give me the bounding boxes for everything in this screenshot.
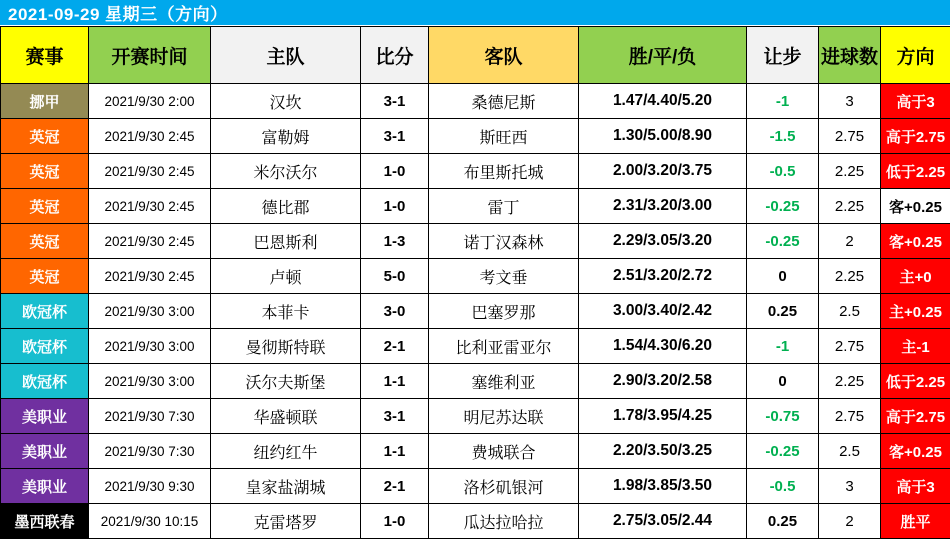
cell-odds: 1.98/3.85/3.50: [579, 469, 747, 504]
cell-away-team: 费城联合: [429, 434, 579, 469]
cell-goals: 2.75: [819, 329, 881, 364]
cell-odds: 2.75/3.05/2.44: [579, 504, 747, 539]
cell-home-team: 曼彻斯特联: [211, 329, 361, 364]
cell-event: 英冠: [1, 119, 89, 154]
cell-goals: 2.25: [819, 364, 881, 399]
cell-away-team: 诺丁汉森林: [429, 224, 579, 259]
cell-handicap: -0.25: [747, 224, 819, 259]
cell-odds: 1.54/4.30/6.20: [579, 329, 747, 364]
table-row: [1, 259, 950, 294]
cell-goals: 2.25: [819, 189, 881, 224]
cell-goals: 2.25: [819, 154, 881, 189]
cell-direction: 高于3: [881, 84, 950, 119]
cell-goals: 2: [819, 504, 881, 539]
cell-home-team: 米尔沃尔: [211, 154, 361, 189]
column-header-goals: 进球数: [819, 27, 881, 84]
column-header-odds: 胜/平/负: [579, 27, 747, 84]
cell-handicap: -1: [747, 329, 819, 364]
cell-direction: 客+0.25: [881, 434, 950, 469]
cell-handicap: -0.75: [747, 399, 819, 434]
cell-odds: 2.20/3.50/3.25: [579, 434, 747, 469]
table-row: [1, 224, 950, 259]
cell-odds: 1.30/5.00/8.90: [579, 119, 747, 154]
table-header-row: [1, 27, 950, 84]
cell-score: 1-0: [361, 189, 429, 224]
cell-handicap: -1.5: [747, 119, 819, 154]
cell-time: 2021/9/30 2:45: [89, 224, 211, 259]
cell-away-team: 桑德尼斯: [429, 84, 579, 119]
cell-time: 2021/9/30 3:00: [89, 329, 211, 364]
cell-direction: 低于2.25: [881, 154, 950, 189]
cell-time: 2021/9/30 7:30: [89, 399, 211, 434]
cell-handicap: 0: [747, 259, 819, 294]
cell-away-team: 明尼苏达联: [429, 399, 579, 434]
cell-handicap: 0: [747, 364, 819, 399]
cell-time: 2021/9/30 2:45: [89, 154, 211, 189]
cell-home-team: 富勒姆: [211, 119, 361, 154]
cell-home-team: 巴恩斯利: [211, 224, 361, 259]
cell-goals: 2: [819, 224, 881, 259]
table-row: [1, 364, 950, 399]
cell-away-team: 巴塞罗那: [429, 294, 579, 329]
cell-odds: 2.31/3.20/3.00: [579, 189, 747, 224]
cell-event: 美职业: [1, 434, 89, 469]
cell-direction: 客+0.25: [881, 189, 950, 224]
cell-time: 2021/9/30 2:45: [89, 259, 211, 294]
cell-away-team: 比利亚雷亚尔: [429, 329, 579, 364]
cell-direction: 主-1: [881, 329, 950, 364]
cell-time: 2021/9/30 7:30: [89, 434, 211, 469]
cell-home-team: 德比郡: [211, 189, 361, 224]
cell-home-team: 克雷塔罗: [211, 504, 361, 539]
column-header-handicap: 让步: [747, 27, 819, 84]
cell-odds: 2.51/3.20/2.72: [579, 259, 747, 294]
cell-home-team: 本菲卡: [211, 294, 361, 329]
cell-goals: 2.75: [819, 119, 881, 154]
table-row: [1, 504, 950, 539]
cell-away-team: 斯旺西: [429, 119, 579, 154]
cell-direction: 高于2.75: [881, 399, 950, 434]
table-row: [1, 469, 950, 504]
column-header-direction: 方向: [881, 27, 950, 84]
cell-event: 墨西联春: [1, 504, 89, 539]
column-header-score: 比分: [361, 27, 429, 84]
cell-event: 英冠: [1, 154, 89, 189]
table-row: [1, 294, 950, 329]
cell-score: 3-0: [361, 294, 429, 329]
cell-direction: 主+0: [881, 259, 950, 294]
cell-direction: 高于3: [881, 469, 950, 504]
cell-odds: 2.90/3.20/2.58: [579, 364, 747, 399]
cell-home-team: 纽约红牛: [211, 434, 361, 469]
column-header-away: 客队: [429, 27, 579, 84]
cell-handicap: 0.25: [747, 504, 819, 539]
cell-away-team: 布里斯托城: [429, 154, 579, 189]
cell-direction: 客+0.25: [881, 224, 950, 259]
cell-time: 2021/9/30 3:00: [89, 294, 211, 329]
cell-time: 2021/9/30 2:45: [89, 189, 211, 224]
cell-event: 美职业: [1, 399, 89, 434]
cell-score: 2-1: [361, 329, 429, 364]
cell-event: 英冠: [1, 189, 89, 224]
cell-score: 3-1: [361, 84, 429, 119]
table-row: [1, 154, 950, 189]
cell-score: 1-1: [361, 434, 429, 469]
cell-handicap: -0.5: [747, 469, 819, 504]
cell-goals: 2.5: [819, 294, 881, 329]
cell-score: 1-0: [361, 154, 429, 189]
cell-direction: 低于2.25: [881, 364, 950, 399]
cell-time: 2021/9/30 9:30: [89, 469, 211, 504]
cell-time: 2021/9/30 2:00: [89, 84, 211, 119]
cell-odds: 1.47/4.40/5.20: [579, 84, 747, 119]
cell-goals: 2.25: [819, 259, 881, 294]
table-row: [1, 84, 950, 119]
cell-handicap: -0.5: [747, 154, 819, 189]
table-row: [1, 119, 950, 154]
table-row: [1, 434, 950, 469]
match-table: [0, 26, 950, 539]
cell-home-team: 皇家盐湖城: [211, 469, 361, 504]
cell-score: 3-1: [361, 119, 429, 154]
cell-handicap: -0.25: [747, 434, 819, 469]
cell-home-team: 卢顿: [211, 259, 361, 294]
cell-time: 2021/9/30 2:45: [89, 119, 211, 154]
table-body: [1, 84, 950, 539]
cell-odds: 1.78/3.95/4.25: [579, 399, 747, 434]
cell-handicap: -0.25: [747, 189, 819, 224]
table-row: [1, 399, 950, 434]
cell-score: 3-1: [361, 399, 429, 434]
cell-score: 1-1: [361, 364, 429, 399]
cell-away-team: 瓜达拉哈拉: [429, 504, 579, 539]
cell-away-team: 塞维利亚: [429, 364, 579, 399]
cell-odds: 2.00/3.20/3.75: [579, 154, 747, 189]
cell-goals: 2.75: [819, 399, 881, 434]
cell-event: 英冠: [1, 259, 89, 294]
cell-event: 欧冠杯: [1, 294, 89, 329]
column-header-event: 赛事: [1, 27, 89, 84]
cell-score: 5-0: [361, 259, 429, 294]
cell-event: 美职业: [1, 469, 89, 504]
cell-score: 2-1: [361, 469, 429, 504]
cell-event: 欧冠杯: [1, 329, 89, 364]
table-row: [1, 329, 950, 364]
cell-direction: 胜平: [881, 504, 950, 539]
cell-odds: 3.00/3.40/2.42: [579, 294, 747, 329]
cell-handicap: -1: [747, 84, 819, 119]
cell-home-team: 汉坎: [211, 84, 361, 119]
cell-time: 2021/9/30 10:15: [89, 504, 211, 539]
cell-away-team: 考文垂: [429, 259, 579, 294]
cell-home-team: 华盛顿联: [211, 399, 361, 434]
cell-score: 1-3: [361, 224, 429, 259]
cell-direction: 高于2.75: [881, 119, 950, 154]
cell-goals: 3: [819, 84, 881, 119]
cell-direction: 主+0.25: [881, 294, 950, 329]
cell-away-team: 洛杉矶银河: [429, 469, 579, 504]
cell-event: 欧冠杯: [1, 364, 89, 399]
cell-score: 1-0: [361, 504, 429, 539]
table-row: [1, 189, 950, 224]
cell-odds: 2.29/3.05/3.20: [579, 224, 747, 259]
column-header-home: 主队: [211, 27, 361, 84]
title-bar: 2021-09-29 星期三（方向）: [0, 0, 950, 26]
column-header-time: 开赛时间: [89, 27, 211, 84]
cell-handicap: 0.25: [747, 294, 819, 329]
cell-goals: 2.5: [819, 434, 881, 469]
cell-away-team: 雷丁: [429, 189, 579, 224]
cell-event: 英冠: [1, 224, 89, 259]
cell-time: 2021/9/30 3:00: [89, 364, 211, 399]
cell-event: 挪甲: [1, 84, 89, 119]
cell-home-team: 沃尔夫斯堡: [211, 364, 361, 399]
cell-goals: 3: [819, 469, 881, 504]
